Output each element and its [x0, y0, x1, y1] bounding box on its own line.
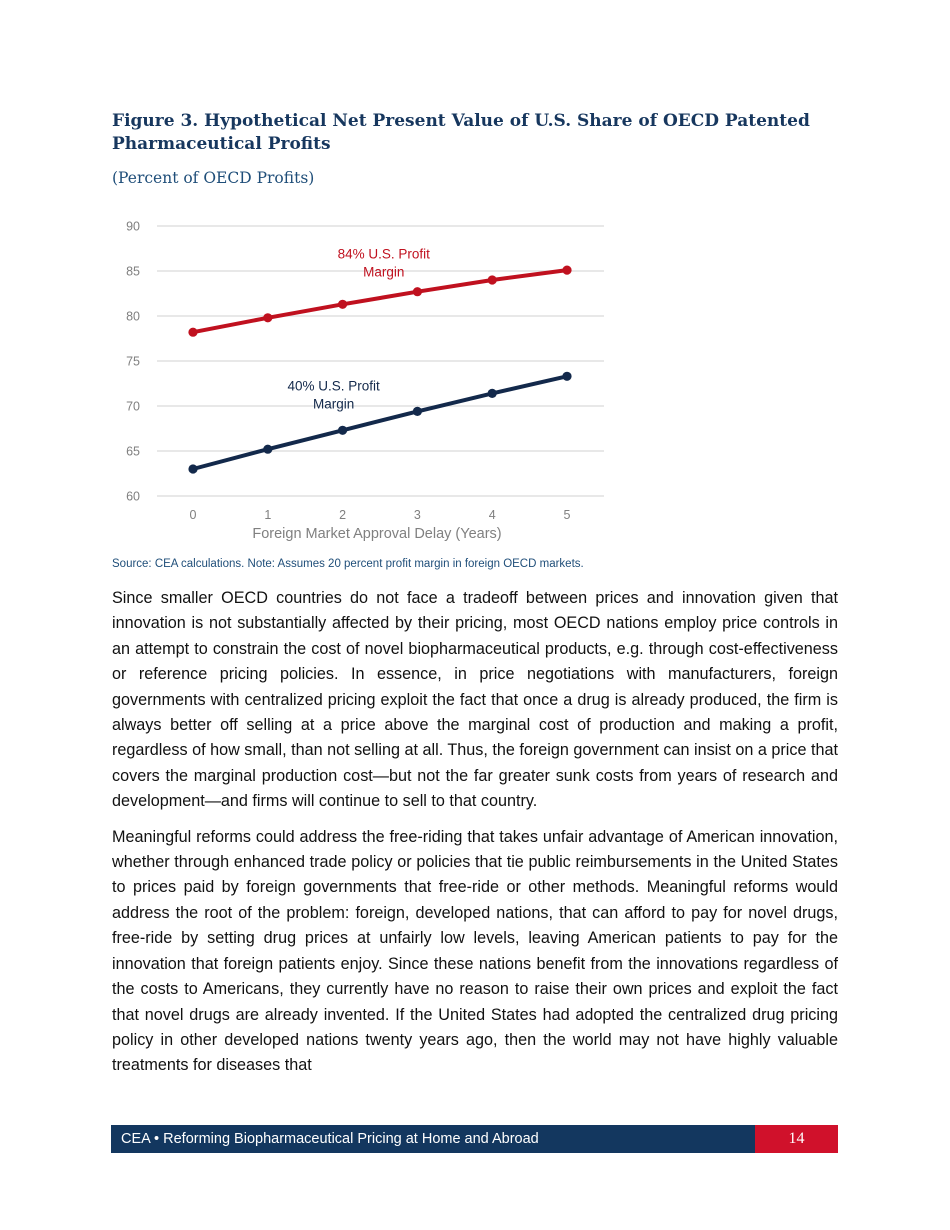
chart-y-tick-label: 60 — [126, 489, 140, 504]
chart-series-line — [193, 376, 567, 469]
chart-data-point — [338, 300, 347, 309]
footer-title: CEA • Reforming Biopharmaceutical Pricing at Home and Abroad — [121, 1131, 539, 1147]
chart-data-point — [413, 407, 422, 416]
chart-y-ticks — [126, 220, 140, 504]
chart-x-tick-label: 1 — [264, 508, 272, 522]
figure-header — [112, 110, 838, 187]
chart-y-tick-label: 90 — [126, 219, 140, 234]
chart-y-tick-label: 80 — [126, 309, 140, 324]
chart-series-line — [193, 270, 567, 332]
chart-y-tick-label: 65 — [126, 444, 140, 459]
chart-data-point — [562, 372, 571, 381]
chart-data-point — [338, 426, 347, 435]
chart-data-point — [488, 389, 497, 398]
figure-title: Figure 3. Hypothetical Net Present Value of U.S. Share of OECD Patented Pharmaceutical Profits — [112, 111, 810, 154]
chart-data-point — [263, 445, 272, 454]
chart-x-tick-label: 3 — [413, 508, 421, 522]
chart-data-point — [562, 266, 571, 275]
chart-data-point — [413, 287, 422, 296]
chart-data-point — [263, 313, 272, 322]
chart-x-tick-label: 4 — [488, 508, 496, 522]
chart-x-tick-label: 2 — [339, 508, 347, 522]
figure-source-note: Source: CEA calculations. Note: Assumes 20 percent profit margin in foreign OECD markets. — [112, 558, 584, 570]
body-text — [112, 586, 838, 1089]
chart-x-tick-label: 5 — [563, 508, 571, 522]
page-number: 14 — [755, 1125, 838, 1153]
figure-subtitle: (Percent of OECD Profits) — [112, 169, 315, 187]
chart-data-point — [188, 464, 197, 473]
chart-series-label: Margin — [363, 264, 405, 280]
chart-series-label: Margin — [312, 396, 355, 412]
page-footer — [111, 1125, 838, 1153]
paragraph: Meaningful reforms could address the free-riding that takes unfair advantage of American innovation, whether through enhanced trade policy or policies that tie public reimbursements in the United States to prices paid by foreign governments that free-ride or other methods. Meaningful reforms would address the root of the problem: foreign, developed nations, that can afford to pay for novel drugs, free-ride by setting drug prices at unfairly low levels, leaving American patients to pay for the innovation that foreign patients enjoy. Since these nations benefit from the innovations regardless of the costs to Americans, they currently have no reason to raise their own prices and exploit the fact that novel drugs are already invented. If the United States had adopted the centralized drug pricing policy in other developed nations twenty years ago, then the world may not have highly valuable treatments for diseases that — [112, 827, 838, 1075]
chart-x-tick-label: 0 — [189, 508, 197, 522]
chart-x-axis-label: Foreign Market Approval Delay (Years) — [252, 526, 502, 542]
chart-y-tick-label: 70 — [126, 399, 140, 414]
chart-y-tick-label: 75 — [126, 354, 140, 369]
chart-series-label: 40% U.S. Profit — [287, 378, 380, 394]
chart-y-tick-label: 85 — [126, 264, 140, 279]
chart-data-point — [188, 328, 197, 337]
chart-data-point — [488, 275, 497, 284]
chart-series — [188, 266, 571, 474]
paragraph: Since smaller OECD countries do not face a tradeoff between prices and innovation given that innovation is not substantially affected by their pricing, most OECD nations employ price controls in an attempt to constrain the cost of novel biopharmaceutical products, e.g. through cost-effectiveness or reference pricing policies. In essence, in price negotiations with manufacturers, foreign governments with centralized pricing exploit the fact that once a drug is already produced, the firm is always better off selling at a price above the marginal cost of production and making a profit, regardless of how small, than not selling at all. Thus, the foreign government can insist on a price that covers the marginal production cost—but not the far greater sunk costs from years of research and development—and firms will continue to sell to that country. — [112, 589, 838, 811]
chart-series-label: 84% U.S. Profit — [337, 246, 430, 262]
line-chart — [112, 210, 622, 550]
chart-x-ticks — [190, 508, 571, 522]
